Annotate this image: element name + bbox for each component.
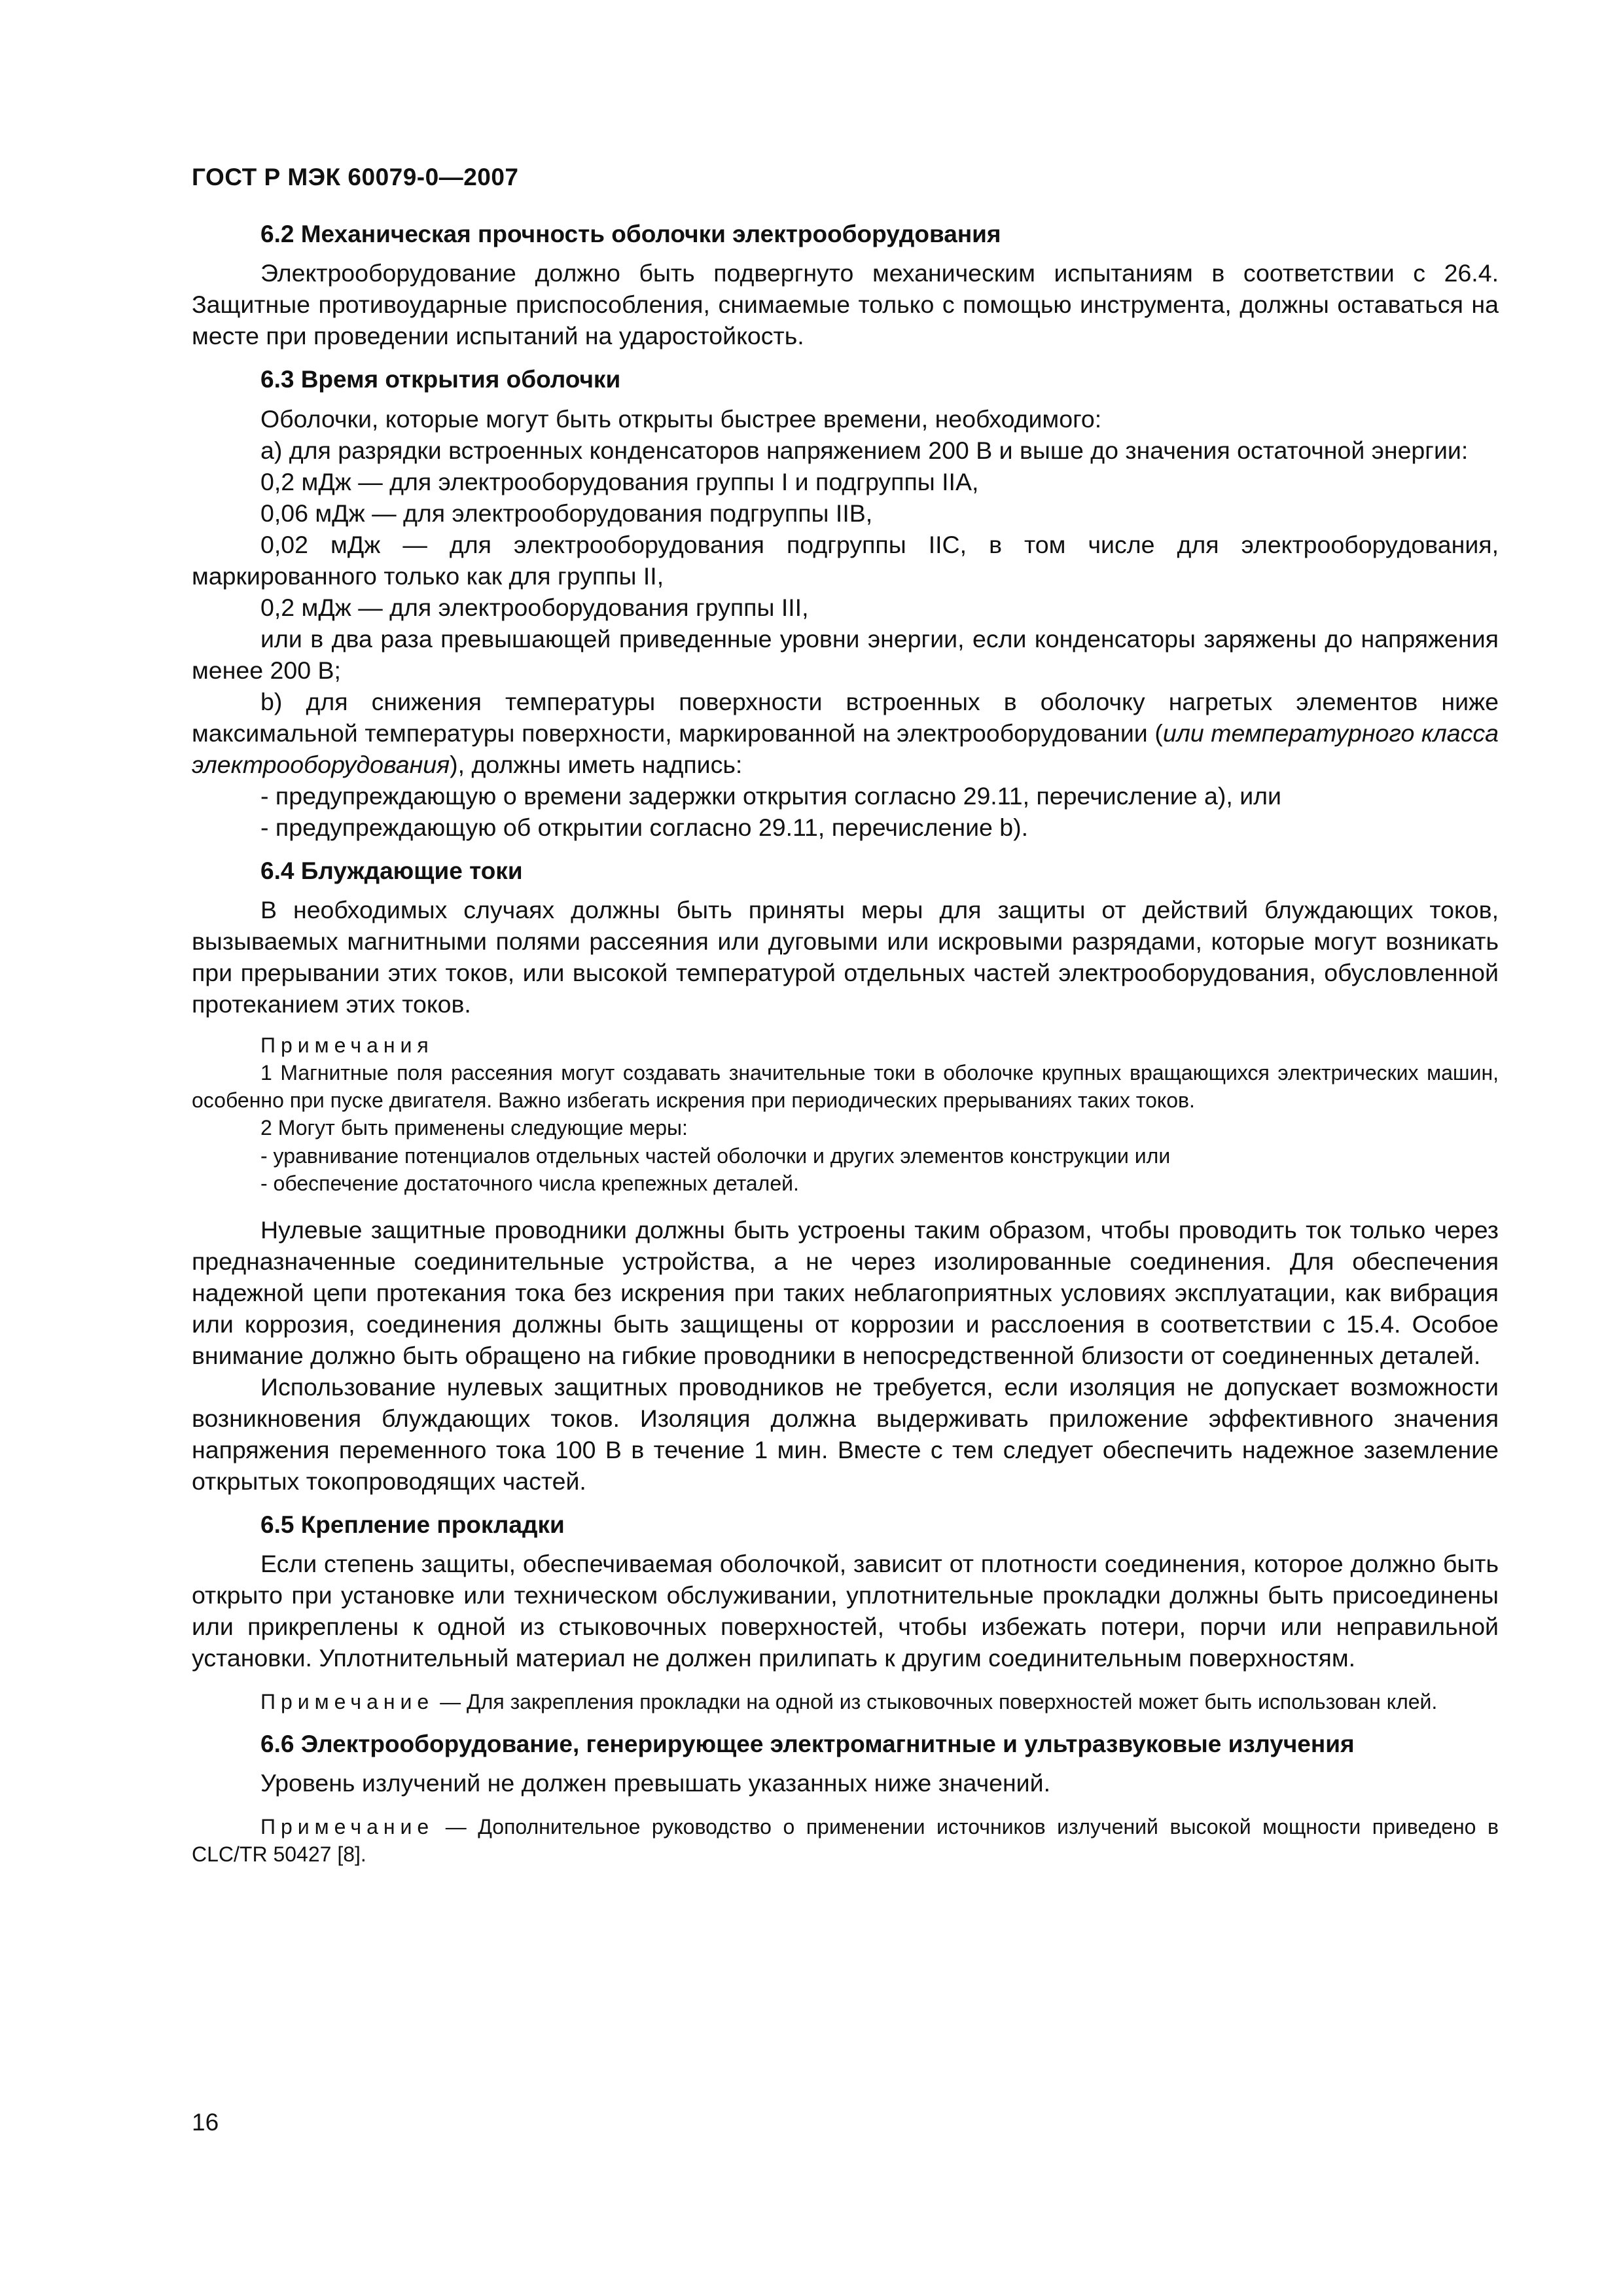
- list-item: - предупреждающую о времени задержки открытия согласно 29.11, перечисление а), или: [260, 781, 1281, 810]
- italic-text: или температурного класса электрооборудования: [192, 719, 1499, 778]
- paragraph: Нулевые защитные проводники должны быть устроены таким образом, чтобы проводить ток только через предназначенные соединительные устройства, а не через изолированные соединения. Для обеспечения надежной цепи протекания тока без искрения при таких неблагоприятных условиях эксплуатации, как вибрация или коррозия, соединения должны быть защищены от коррозии и расслоения в соответствии с 15.4. Особое внимание должно быть обращено на гибкие проводники в непосредственной близости от соединенных деталей.: [192, 1216, 1499, 1370]
- paragraph: 0,2 мДж — для электрооборудования группы I и подгруппы IIA,: [260, 467, 979, 495]
- paragraph-text: b) для снижения температуры поверхности встроенных в оболочку нагретых элементов ниже максимальной температуры поверхности, маркированной на электрооборудовании (: [192, 687, 1499, 747]
- note: [192, 1688, 1499, 1715]
- section-title: 6.3 Время открытия оболочки: [260, 366, 621, 393]
- paragraph: Если степень защиты, обеспечиваемая оболочкой, зависит от плотности соединения, которое должно быть открыто при установке или техническом обслуживании, уплотнительные прокладки должны быть присоединены или прикреплены к одной из стыковочных поверхностей, чтобы избежать потери, порчи или неправильной установки. Уплотнительный материал не должен прилипать к другим соединительным поверхностям.: [192, 1550, 1499, 1672]
- paragraph: a) для разрядки встроенных конденсаторов напряжением 200 В и выше до значения остаточной энергии:: [260, 436, 1469, 464]
- paragraph: или в два раза превышающей приведенные уровни энергии, если конденсаторы заряжены до напряжения менее 200 В;: [192, 624, 1499, 684]
- list-item: - предупреждающую об открытии согласно 29.11, перечисление b).: [260, 813, 1029, 841]
- notes-title: Примечания: [260, 1033, 434, 1057]
- paragraph: 0,02 мДж — для электрооборудования подгруппы IIC, в том числе для электрооборудования, маркированного только как для группы II,: [192, 530, 1499, 590]
- paragraph: 0,2 мДж — для электрооборудования группы III,: [260, 593, 809, 621]
- note-item: 2 Могут быть применены следующие меры:: [260, 1116, 688, 1140]
- document-body: [192, 219, 1499, 1881]
- note-item: - уравнивание потенциалов отдельных частей оболочки и других элементов конструкции или: [260, 1143, 1171, 1168]
- paragraph: Использование нулевых защитных проводников не требуется, если изоляция не допускает возможности возникновения блуждающих токов. Изоляция должна выдерживать приложение эффективного значения напряжения переменного тока 100 В в течение 1 мин. Вместе с тем следует обеспечить надежное заземление открытых токопроводящих частей.: [192, 1373, 1499, 1496]
- section-6-3: [192, 365, 1499, 842]
- note: [192, 1813, 1499, 1868]
- section-6-2: [192, 219, 1499, 351]
- page-number: 16: [192, 2109, 219, 2136]
- section-title: 6.4 Блуждающие токи: [260, 857, 523, 884]
- section-6-5: [192, 1510, 1499, 1715]
- paragraph-text: ), должны иметь надпись:: [450, 750, 743, 778]
- note-item: 1 Магнитные поля рассеяния могут создавать значительные токи в оболочке крупных вращающихся электрических машин, особенно при пуске двигателя. Важно избегать искрения при периодических прерываниях таких токов.: [192, 1060, 1499, 1113]
- paragraph: [192, 686, 1499, 780]
- document-page: [192, 0, 1501, 2296]
- note-text: — Для закрепления прокладки на одной из стыковочных поверхностей может быть использован клей.: [434, 1690, 1438, 1714]
- note-text: — Дополнительное руководство о применении источников излучений высокой мощности приведено в CLC/TR 50427 [8].: [192, 1814, 1499, 1867]
- paragraph: Электрооборудование должно быть подвергнуто механическим испытаниям в соответствии с 26.4. Защитные противоударные приспособления, снимаемые только с помощью инструмента, должны оставаться на месте при проведении испытаний на ударостойкость.: [192, 259, 1499, 350]
- notes-block: [192, 1031, 1499, 1197]
- section-title: 6.2 Механическая прочность оболочки электрооборудования: [260, 221, 1001, 247]
- document-header: ГОСТ Р МЭК 60079-0—2007: [192, 164, 519, 190]
- note-label: Примечание: [260, 1814, 435, 1839]
- paragraph: В необходимых случаях должны быть приняты меры для защиты от действий блуждающих токов, вызываемых магнитными полями рассеяния или дуговыми или искровыми разрядами, которые могут возникать при прерывании этих токов, или высокой температурой отдельных частей электрооборудования, обусловленной протеканием этих токов.: [192, 895, 1499, 1018]
- section-title: 6.5 Крепление прокладки: [260, 1511, 565, 1539]
- paragraph: Уровень излучений не должен превышать указанных ниже значений.: [260, 1768, 1050, 1797]
- paragraph: Оболочки, которые могут быть открыты быстрее времени, необходимого:: [260, 404, 1102, 433]
- section-6-4: [192, 856, 1499, 1498]
- note-item: - обеспечение достаточного числа крепежных деталей.: [260, 1171, 799, 1195]
- paragraph: 0,06 мДж — для электрооборудования подгруппы IIB,: [260, 499, 873, 527]
- section-title: 6.6 Электрооборудование, генерирующее электромагнитные и ультразвуковые излучения: [260, 1730, 1355, 1757]
- section-6-6: [192, 1729, 1499, 1869]
- note-label: Примечание: [260, 1690, 435, 1714]
